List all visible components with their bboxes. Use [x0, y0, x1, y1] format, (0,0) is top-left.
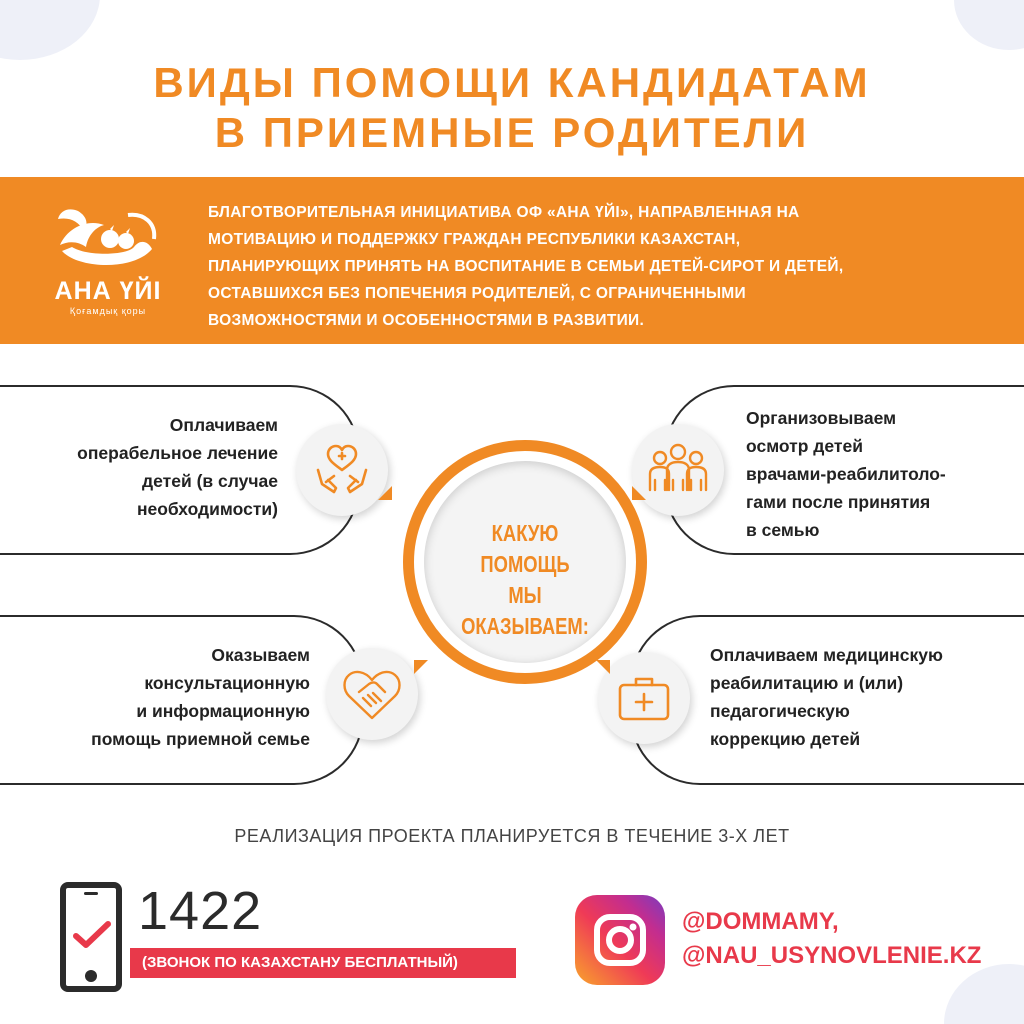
hotline-number[interactable]: 1422 [138, 881, 263, 941]
decor-blob-top-right [954, 0, 1024, 50]
intro-line: МОТИВАЦИЮ И ПОДДЕРЖКУ ГРАЖДАН РЕСПУБЛИКИ КАЗАХСТАН, [208, 231, 741, 248]
phone-home-button [85, 970, 97, 982]
phone-speaker [84, 892, 98, 895]
decor-blob-top-left [0, 0, 100, 60]
intro-band [0, 177, 1024, 344]
pointer-arrow [378, 486, 392, 500]
center-ring [403, 440, 647, 684]
icon-circle-surgery [296, 424, 388, 516]
title-line-1: ВИДЫ ПОМОЩИ КАНДИДАТАМ [153, 59, 871, 106]
help-text-doctors: Организовываем осмотр детей врачами-реабилитоло- гами после принятия в семью [746, 408, 946, 540]
intro-text [208, 199, 998, 334]
logo-name: АНА ҮЙІ [54, 277, 162, 305]
decor-blob-bottom-right [944, 964, 1024, 1024]
intro-line: ПЛАНИРУЮЩИХ ПРИНЯТЬ НА ВОСПИТАНИЕ В СЕМЬИ ДЕТЕЙ-СИРОТ И ДЕТЕЙ, [208, 258, 844, 275]
pointer-arrow [632, 486, 646, 500]
intro-line: ОСТАВШИХСЯ БЕЗ ПОПЕЧЕНИЯ РОДИТЕЛЕЙ, С ОГРАНИЧЕННЫМИ [208, 285, 746, 302]
pointer-arrow [596, 660, 610, 674]
instagram-handle[interactable]: @NAU_USYNOVLENIE.KZ [682, 942, 982, 969]
instagram-handle[interactable]: @DOMMAMY, [682, 908, 839, 935]
icon-circle-rehabilitation [598, 652, 690, 744]
bird-nest-logo-icon [48, 197, 168, 277]
medical-kit-icon [616, 673, 672, 723]
icon-circle-consulting [326, 648, 418, 740]
center-heading: КАКУЮ ПОМОЩЬ МЫ ОКАЗЫВАЕМ: [461, 520, 589, 639]
instagram-glyph-icon [575, 895, 665, 985]
intro-line: ВОЗМОЖНОСТЯМИ И ОСОБЕННОСТЯМИ В РАЗВИТИИ. [208, 312, 645, 329]
heart-hands-icon [312, 440, 372, 500]
help-text-surgery: Оплачиваем операбельное лечение детей (в случае необходимости) [77, 415, 278, 519]
intro-line: БЛАГОТВОРИТЕЛЬНАЯ ИНИЦИАТИВА ОФ «АНА ҮЙІ», НАПРАВЛЕННАЯ НА [208, 204, 800, 221]
checkmark-icon [72, 920, 112, 950]
hotline-note: (ЗВОНОК ПО КАЗАХСТАНУ БЕСПЛАТНЫЙ) [130, 948, 516, 978]
help-text-rehabilitation: Оплачиваем медицинскую реабилитацию и (или) педагогическую коррекцию детей [710, 645, 943, 749]
help-text-consulting: Оказываем консультационную и информационную помощь приемной семье [91, 645, 310, 749]
instagram-handles[interactable] [682, 905, 981, 973]
instagram-icon[interactable] [575, 895, 665, 985]
icon-circle-doctors [632, 424, 724, 516]
logo-subtitle: Қоғамдық қоры [69, 306, 147, 316]
pointer-arrow [414, 660, 428, 674]
family-icon [646, 440, 710, 500]
handshake-heart-icon [341, 666, 403, 722]
phone-icon [60, 882, 122, 992]
center-disc [424, 461, 626, 663]
project-duration: РЕАЛИЗАЦИЯ ПРОЕКТА ПЛАНИРУЕТСЯ В ТЕЧЕНИЕ 3-Х ЛЕТ [234, 826, 790, 846]
ana-uyi-logo [48, 197, 178, 317]
page-title [0, 58, 1024, 158]
title-line-2: В ПРИЕМНЫЕ РОДИТЕЛИ [214, 109, 810, 156]
